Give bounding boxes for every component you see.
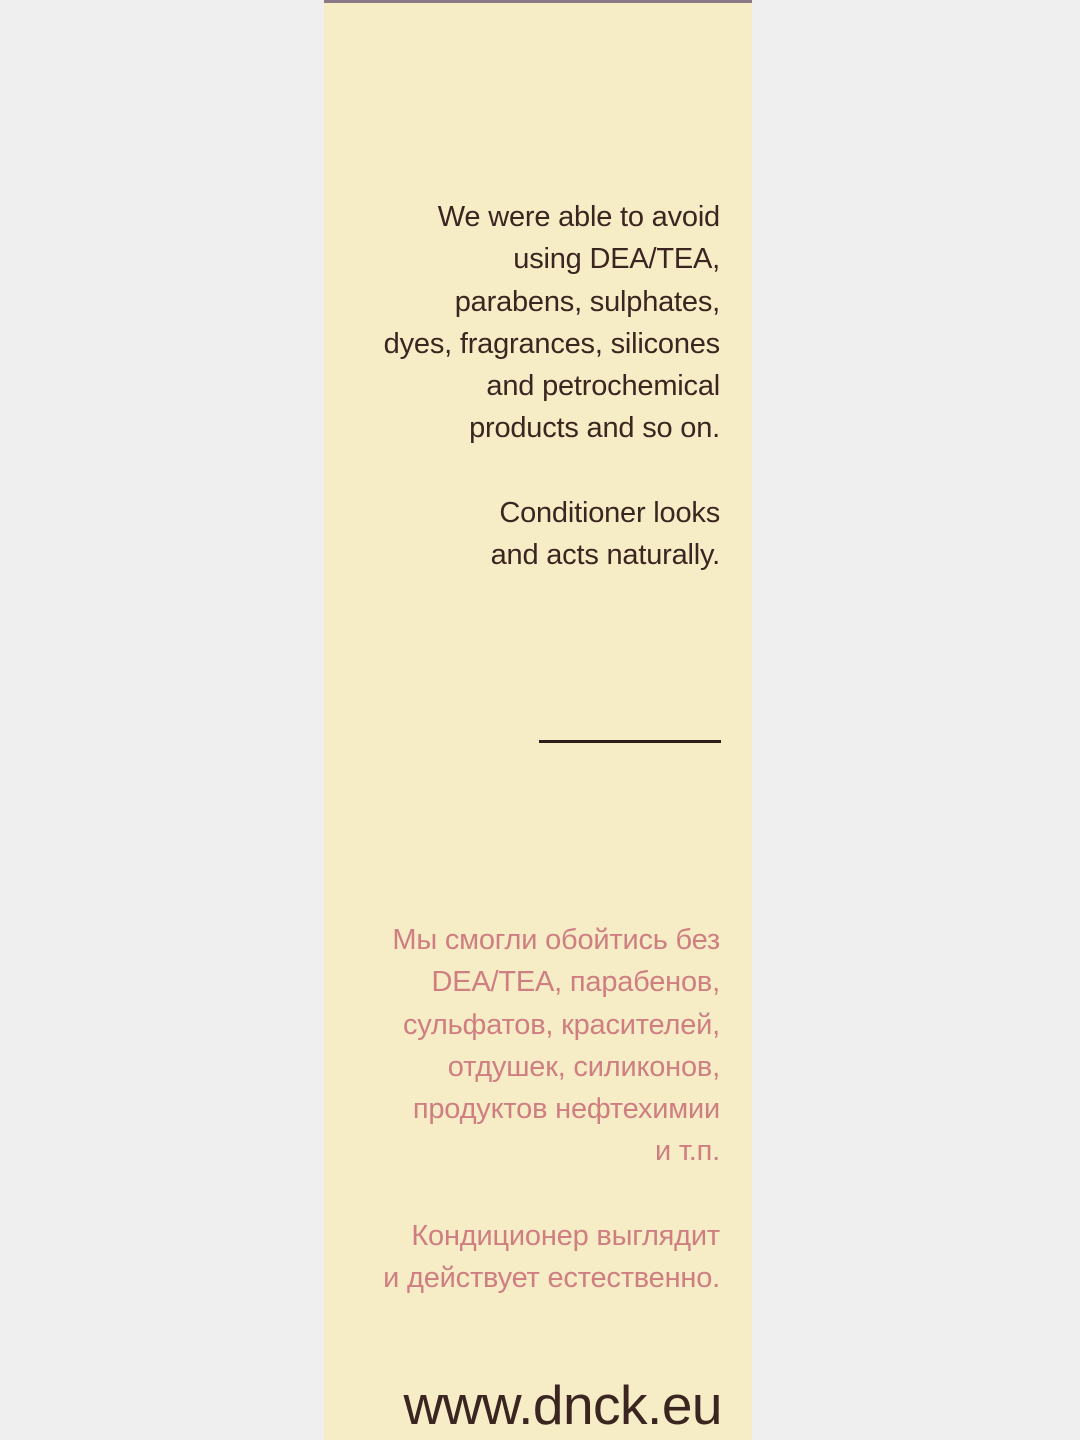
divider-line — [539, 740, 721, 743]
russian-paragraph-ingredients: Мы смогли обойтись без DEA/TEA, парабенов, сульфатов, красителей, отдушек, силиконов, продуктов нефтехимии и т.п. — [392, 924, 720, 1168]
english-paragraph-natural: Conditioner looks and acts naturally. — [490, 497, 720, 572]
english-paragraph-ingredients: We were able to avoid using DEA/TEA, parabens, sulphates, dyes, fragrances, silicones and petrochemical products and so on. — [383, 201, 720, 445]
website-link[interactable]: www.dnck.eu — [403, 1374, 722, 1436]
russian-paragraph-natural: Кондиционер выглядит и действует естественно. — [383, 1220, 720, 1295]
label-panel — [324, 0, 752, 1440]
